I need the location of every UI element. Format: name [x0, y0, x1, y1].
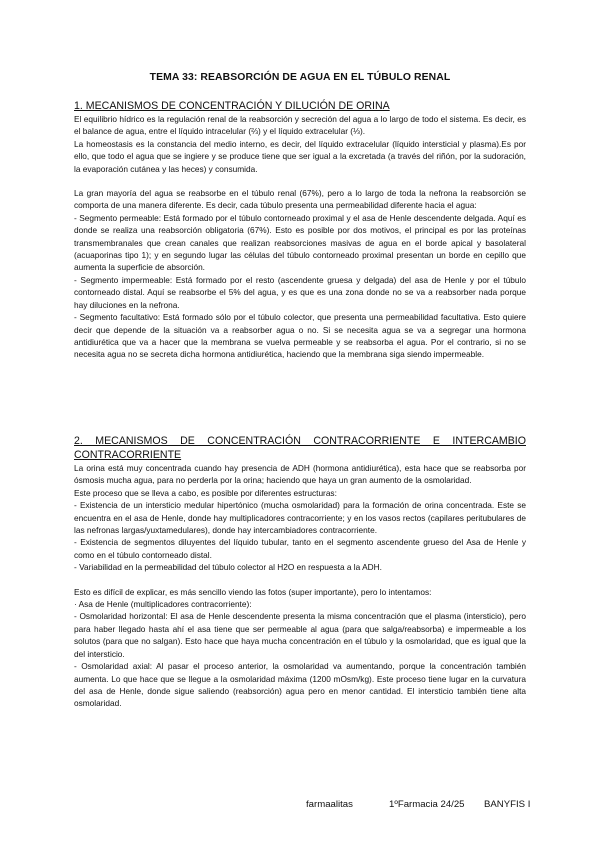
footer-subject: BANYFIS I — [484, 799, 531, 810]
paragraph: La gran mayoría del agua se reabsorbe en el túbulo renal (67%), pero a lo largo de toda la nefrona la reabsorción se comporta de una manera diferente. Es decir, cada túbulo presenta una permeabilidad diferente hacia el agua: — [74, 188, 526, 211]
paragraph: La homeostasis es la constancia del medio interno, es decir, del líquido extracelular (líquido intersticial y plasma).Es por ello, que todo el agua que se ingiere y se produce tiene que ser igual a la excretada (a través del riñón, por la sudoración, la evaporación cutánea y las heces) y consumida. — [74, 138, 526, 174]
list-item: · Asa de Henle (multiplicadores contracorriente): — [74, 599, 252, 610]
list-item: - Segmento permeable: Está formado por el túbulo contorneado proximal y el asa de Henle descendente delgada. Aquí es donde se realiza una reabsorción obligatoria (67%). Esto es posible por dos motivos, el principal es por las proteínas transmembranales que crean canales que realizan reabsorciones masivas de agua en el borde apical y basolateral (acuaporinas tipo 1); y en segundo lugar las células del túbulo contorneado proximal presentan un borde en cepillo que aumenta la superficie de absorción. — [74, 212, 526, 273]
list-item: - Osmolaridad horizontal: El asa de Henle descendente presenta la misma concentración que el plasma (intersticio), pero para haber llegado hasta ahí el asa tiene que ser permeable al agua (para que salga/reabsorba) e impermeable a los solutos (para que no salgan). Esto hace que haya mucha concentración en el túbulo y la osmolaridad, que es igual que la del intersticio. — [74, 611, 526, 659]
section-2-heading: 2. MECANISMOS DE CONCENTRACIÓN CONTRACORRIENTE E INTERCAMBIO CONTRACORRIENTE — [74, 435, 526, 461]
list-item: - Variabilidad en la permeabilidad del túbulo colector al H2O en respuesta a la ADH. — [74, 562, 382, 573]
list-item: - Segmento impermeable: Está formado por el resto (ascendente gruesa y delgada) del asa de Henle y por el túbulo contorneado distal. Aquí se reabsorbe el 5% del agua, y es que es una zona donde no se va a reabsorber nada porque hay diluciones en la nefrona. — [74, 274, 526, 310]
list-item: - Existencia de segmentos diluyentes del líquido tubular, tanto en el segmento ascendente grueso del Asa de Henle y como en el túbulo contorneado distal. — [74, 537, 526, 560]
paragraph: Este proceso que se lleva a cabo, es posible por diferentes estructuras: — [74, 487, 337, 498]
section-1 — [74, 99, 526, 361]
section-1-heading: 1. MECANISMOS DE CONCENTRACIÓN Y DILUCIÓN DE ORINA — [74, 100, 390, 112]
paragraph: La orina está muy concentrada cuando hay presencia de ADH (hormona antidiurética), esta hace que se reabsorba por ósmosis mucha agua, para no perderla por la orina; haciendo que haya un gran aumento de la osmolaridad. — [74, 463, 526, 486]
list-item: - Osmolaridad axial: Al pasar el proceso anterior, la osmolaridad va aumentando, porque la concentración también aumenta. Lo que hace que se llegue a la osmolaridad máxima (1200 mOsm/kg). Este proceso tiene lugar en la curvatura del asa de Henle, donde sigue saliendo (reabsorción) agua pero en menor cantidad. El intersticio también tiene alta osmolaridad. — [74, 661, 526, 709]
section-2 — [74, 434, 526, 710]
list-item: - Segmento facultativo: Está formado sólo por el túbulo colector, que presenta una permeabilidad facultativa. Esto quiere decir que depende de la situación va a reabsorber agua o no. Si se necesita agua se va a segregar una hormona antidiurética que va a hacer que la membrana se vuelva permeable y se reabsorba el agua. Por el contrario, si no se necesita agua no se secreta dicha hormona antidiurética, haciendo que la membrana siga siendo impermeable. — [74, 312, 526, 360]
list-item: - Existencia de un intersticio medular hipertónico (mucha osmolaridad) para la formación de orina concentrada. Este se encuentra en el asa de Henle, donde hay multiplicadores contracorriente; y en los vasos rectos (capilares peritubulares de las nefronas largas/yuxtamedulares), donde hay intercambiadores contracorriente. — [74, 500, 526, 536]
footer-author: farmaalitas — [306, 799, 353, 810]
paragraph: El equilibrio hídrico es la regulación renal de la reabsorción y secreción del agua a lo largo de todo el sistema. Es decir, es el balance de agua, entre el líquido intracelular (⅔) y el líquido extracelular (⅓). — [74, 114, 526, 137]
footer-course: 1ºFarmacia 24/25 — [389, 799, 465, 810]
page-title: TEMA 33: REABSORCIÓN DE AGUA EN EL TÚBULO RENAL — [149, 72, 451, 83]
paragraph: Esto es difícil de explicar, es más sencillo viendo las fotos (super importante), pero lo intentamos: — [74, 586, 432, 597]
